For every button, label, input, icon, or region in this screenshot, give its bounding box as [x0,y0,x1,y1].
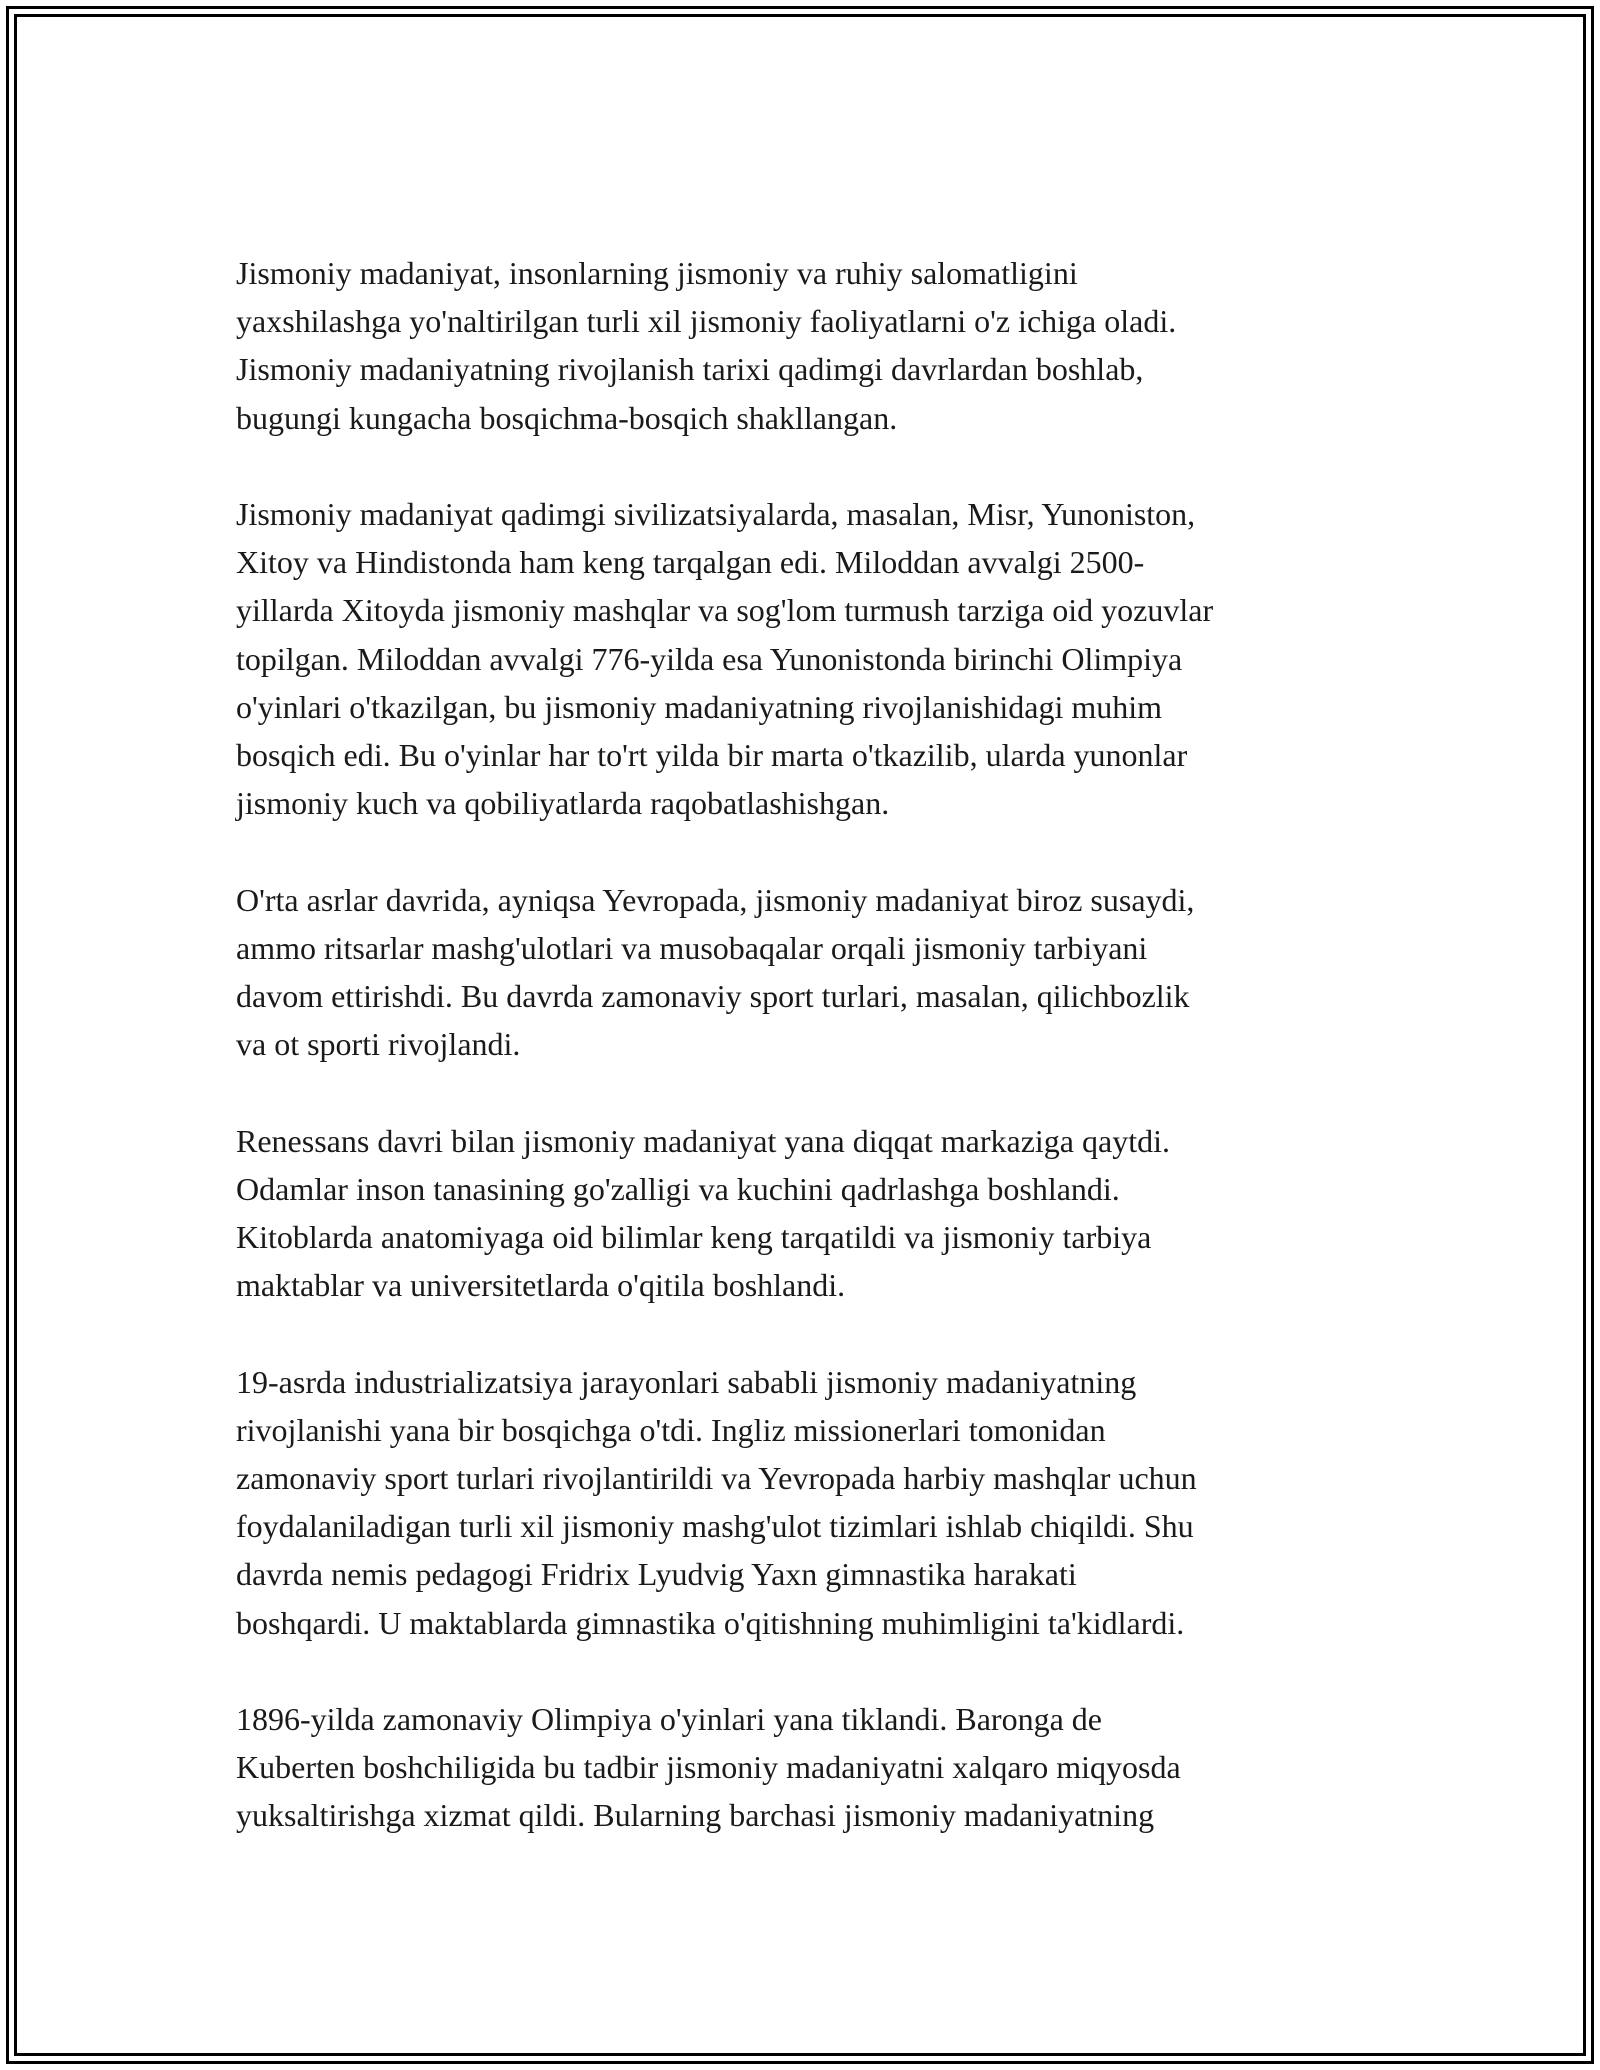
text-line: Kuberten boshchiligida bu tadbir jismoniy madaniyatni xalqaro miqyosda [236,1749,1181,1786]
text-line: bosqich edi. Bu o'yinlar har to'rt yilda bir marta o'tkazilib, ularda yunonlar [236,737,1188,774]
text-line: Jismoniy madaniyatning rivojlanish tarixi qadimgi davrlardan boshlab, [236,351,1144,388]
text-line: rivojlanishi yana bir bosqichga o'tdi. Ingliz missionerlari tomonidan [236,1411,1106,1448]
text-line: zamonaviy sport turlari rivojlantirildi va Yevropada harbiy mashqlar uchun [236,1460,1197,1497]
text-line: davom ettirishdi. Bu davrda zamonaviy sport turlari, masalan, qilichbozlik [236,978,1190,1015]
paragraph-1 [236,249,1376,442]
text-line: davrda nemis pedagogi Fridrix Lyudvig Yaxn gimnastika harakati [236,1556,1077,1593]
paragraph-6 [236,1695,1376,1840]
text-line: yuksaltirishga xizmat qildi. Bularning barchasi jismoniy madaniyatning [236,1797,1155,1834]
text-line: Odamlar inson tanasining go'zalligi va kuchini qadrlashga boshlandi. [236,1170,1120,1207]
text-line: maktablar va universitetlarda o'qitila boshlandi. [236,1267,846,1304]
text-line: jismoniy kuch va qobiliyatlarda raqobatlashishgan. [236,785,890,822]
paragraph-4 [236,1117,1376,1310]
text-line: va ot sporti rivojlandi. [236,1026,521,1063]
text-line: O'rta asrlar davrida, ayniqsa Yevropada, jismoniy madaniyat biroz susaydi, [236,881,1195,918]
text-line: Renessans davri bilan jismoniy madaniyat yana diqqat markaziga qaytdi. [236,1122,1170,1159]
text-line: Kitoblarda anatomiyaga oid bilimlar keng tarqatildi va jismoniy tarbiya [236,1219,1152,1256]
text-line: Jismoniy madaniyat, insonlarning jismoniy va ruhiy salomatligini [236,255,1078,291]
text-line: yaxshilashga yo'naltirilgan turli xil jismoniy faoliyatlarni o'z ichiga oladi. [236,303,1177,340]
text-line: Jismoniy madaniyat qadimgi sivilizatsiyalarda, masalan, Misr, Yunoniston, [236,496,1196,532]
paragraph-3 [236,876,1376,1069]
paragraph-5 [236,1358,1376,1647]
paragraph-2 [236,490,1376,827]
text-line: topilgan. Miloddan avvalgi 776-yilda esa Yunonistonda birinchi Olimpiya [236,640,1183,677]
document-body [236,249,1376,1888]
text-line: foydalaniladigan turli xil jismoniy mashg'ulot tizimlari ishlab chiqildi. Shu [236,1508,1194,1545]
text-line: 1896-yilda zamonaviy Olimpiya o'yinlari yana tiklandi. Baronga de [236,1701,1102,1738]
text-line: yillarda Xitoyda jismoniy mashqlar va sog'lom turmush tarziga oid yozuvlar [236,592,1214,629]
text-line: 19-asrda industrializatsiya jarayonlari sababli jismoniy madaniyatning [236,1363,1137,1400]
text-line: ammo ritsarlar mashg'ulotlari va musobaqalar orqali jismoniy tarbiyani [236,929,1148,966]
text-line: Xitoy va Hindistonda ham keng tarqalgan edi. Miloddan avvalgi 2500- [236,544,1145,581]
text-line: boshqardi. U maktablarda gimnastika o'qitishning muhimligini ta'kidlardi. [236,1604,1185,1641]
text-line: bugungi kungacha bosqichma-bosqich shakllangan. [236,399,898,436]
text-line: o'yinlari o'tkazilgan, bu jismoniy madaniyatning rivojlanishidagi muhim [236,688,1163,725]
